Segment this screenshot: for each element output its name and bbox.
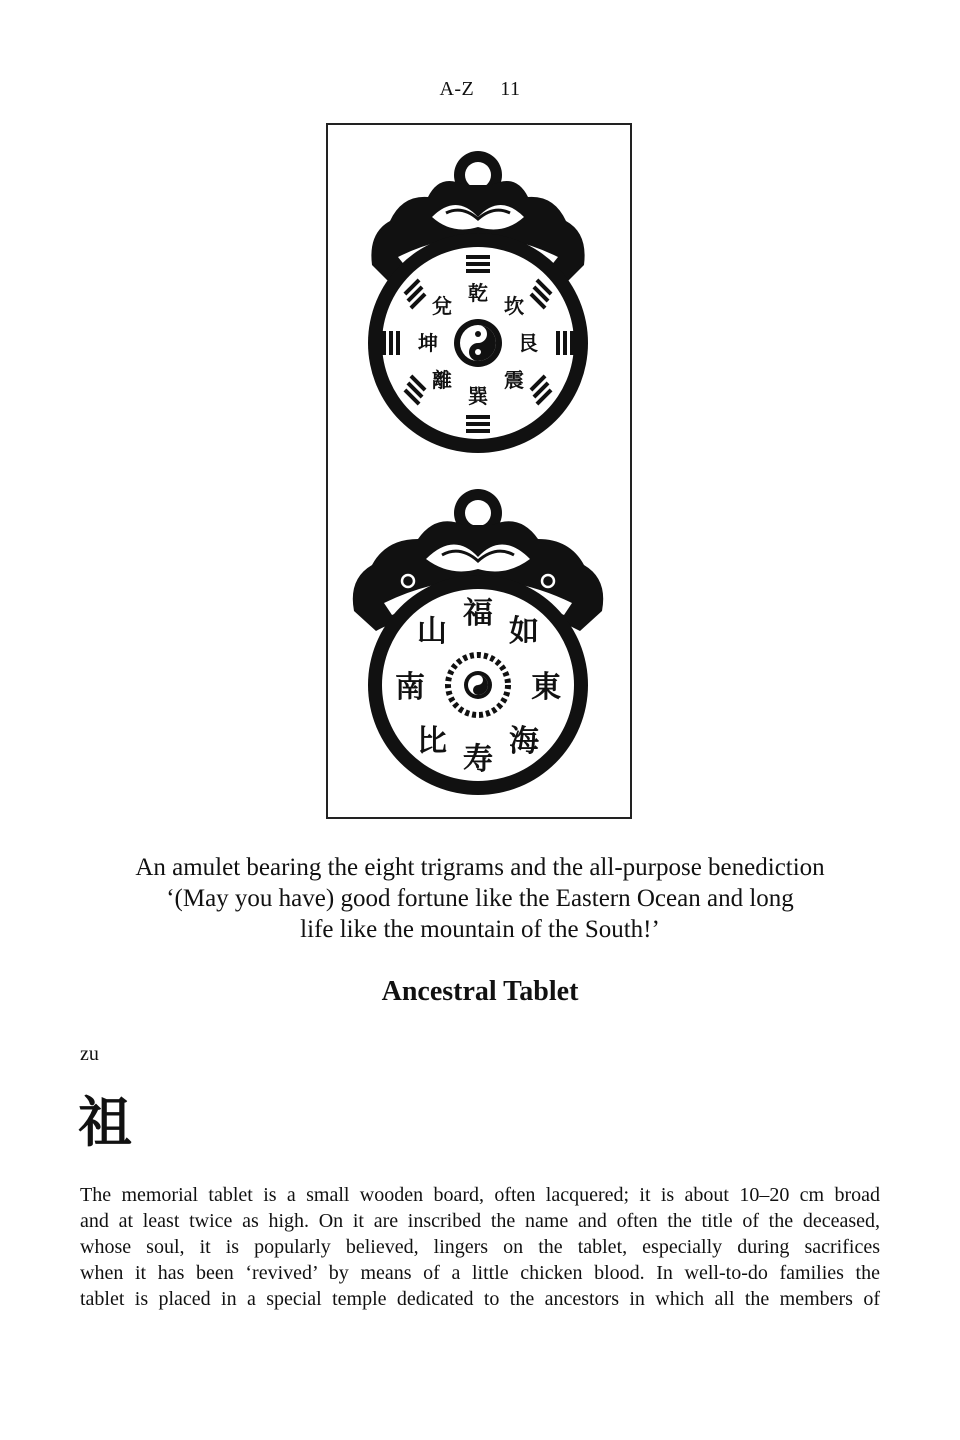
amulet-bottom-char: 東: [531, 670, 561, 705]
amulet-bottom-char: 山: [417, 614, 447, 649]
amulet-bottom: [353, 489, 603, 795]
amulet-drawing: [328, 125, 630, 817]
amulet-bottom-char: 海: [509, 724, 539, 759]
entry-body: [80, 1182, 880, 1312]
caption-line: An amulet bearing the eight trigrams and the all-purpose benediction: [135, 854, 825, 881]
section-label: A-Z: [439, 78, 475, 100]
amulet-top-char: 坤: [418, 331, 438, 355]
amulet-illustration: [326, 123, 632, 819]
figure-caption: [80, 852, 880, 945]
body-line: The memorial tablet is a small wooden board, often lacquered; it is about 10–20 cm broad: [80, 1184, 880, 1206]
amulet-bottom-char: 寿: [463, 742, 493, 777]
amulet-bottom-char: 南: [395, 670, 425, 705]
amulet-top-char: 艮: [518, 331, 538, 355]
body-line: tablet is placed in a special temple dedicated to the ancestors in which all the members of: [80, 1288, 880, 1310]
caption-line: ‘(May you have) good fortune like the Eastern Ocean and long: [166, 885, 794, 912]
entry-character: 祖: [78, 1090, 132, 1154]
entry-title: Ancestral Tablet: [381, 976, 579, 1007]
entry-romanization: zu: [80, 1043, 99, 1065]
body-line: whose soul, it is popularly believed, lingers on the tablet, especially during sacrifices: [80, 1236, 880, 1258]
caption-line: life like the mountain of the South!’: [300, 916, 660, 943]
amulet-bottom-char: 如: [509, 614, 539, 649]
body-line: when it has been ‘revived’ by means of a little chicken blood. In well-to-do families the: [80, 1262, 880, 1284]
amulet-top-char: 震: [504, 368, 524, 392]
page-number: 11: [500, 78, 521, 100]
body-line: and at least twice as high. On it are inscribed the name and often the title of the deceased,: [80, 1210, 880, 1232]
amulet-top: [368, 151, 588, 453]
amulet-top-char: 兌: [432, 294, 452, 318]
amulet-top-char: 離: [432, 368, 452, 392]
amulet-top-char: 巽: [468, 384, 488, 408]
amulet-top-char: 乾: [468, 281, 488, 305]
running-head: [0, 78, 960, 101]
yin-yang-icon: [454, 319, 502, 367]
amulet-bottom-char: 比: [417, 724, 447, 759]
amulet-bottom-char: 福: [463, 596, 493, 631]
amulet-top-char: 坎: [504, 294, 524, 318]
